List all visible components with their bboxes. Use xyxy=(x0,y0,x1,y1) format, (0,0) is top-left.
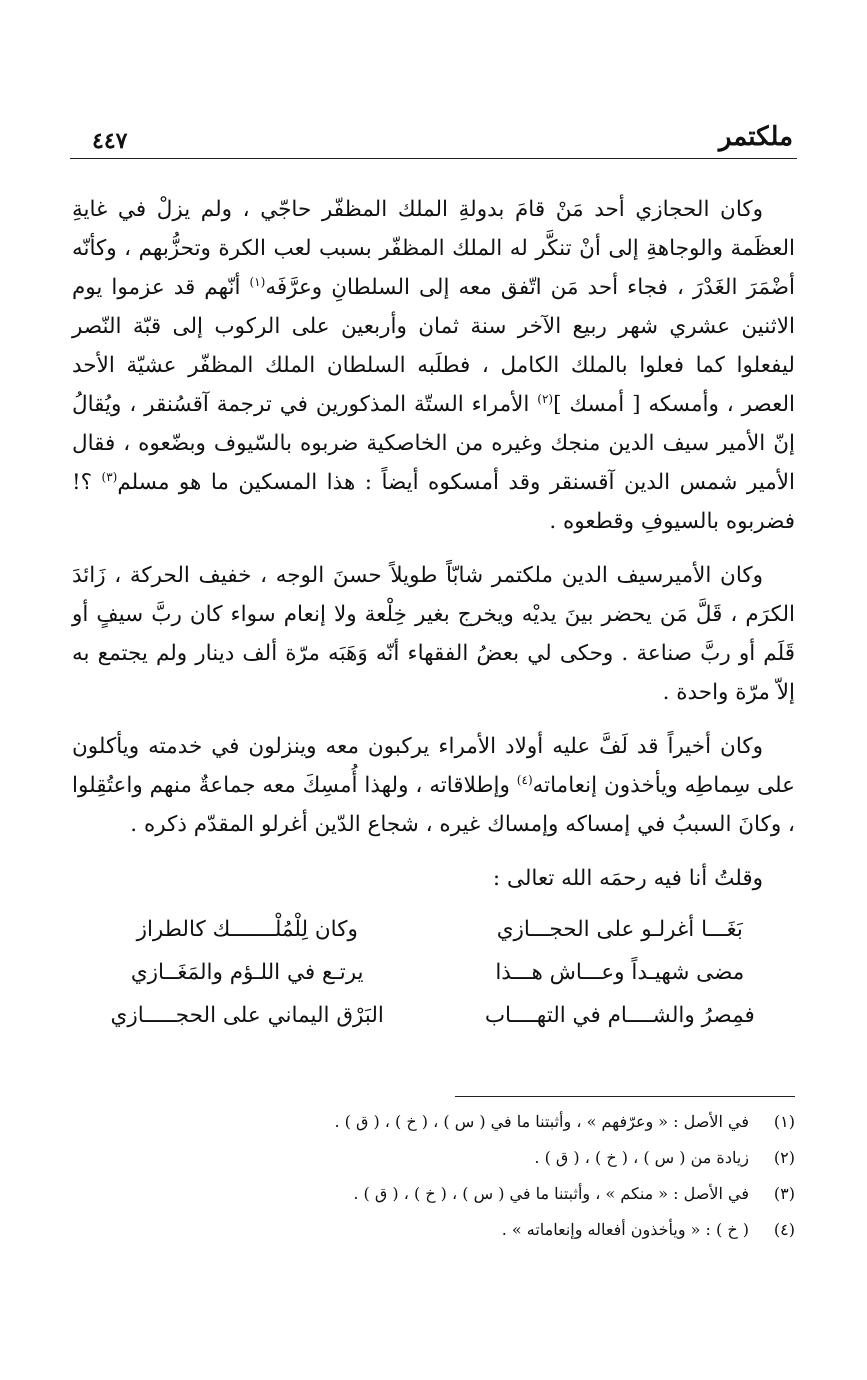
paragraph-2: وكان الأميرسيف الدين ملكتمر شابّاً طويلاً حسنَ الوجه ، خفيف الحركة ، زَائدَ الكرَم ، قَلَّ مَن يحضر بينَ يديْه ويخرج بغير خِلْعة ولا إنعام سواء كان ربَّ سيفٍ أو قَلَم أو ربَّ صناعة . وحكى لي بعضُ الفقهاء أنّه وَهَبَه مرّة ألف دينار ولم يجتمع به إلاّ مرّة واحدة . xyxy=(72,563,795,705)
footnote-ref-2: (٢) xyxy=(537,391,554,406)
footnote-text: ( خ ) : « ويأخذون أفعاله وإنعاماته » . xyxy=(501,1220,749,1239)
footnote-text: زيادة من ( س ) ، ( خ ) ، ( ق ) . xyxy=(534,1148,749,1167)
footnote-number: (١) xyxy=(773,1112,795,1131)
footnote-number: (٣) xyxy=(773,1184,795,1203)
verse-second-hemistich: وكان لِلْمُلْـــــــك كالطراز xyxy=(136,917,358,942)
verse-line xyxy=(72,908,795,951)
main-text xyxy=(72,190,795,1037)
footnote-item xyxy=(72,1176,795,1212)
verse-line xyxy=(72,994,795,1037)
footnote-text: في الأصل : « منكم » ، وأثبتنا ما في ( س ) ، ( خ ) ، ( ق ) . xyxy=(353,1184,749,1203)
page-number: ٤٤٧ xyxy=(92,128,128,154)
verse-first-hemistich: بَغَـــا أغرلـو على الحجـــازي xyxy=(496,917,743,942)
footnote-text: في الأصل : « وعرّفهم » ، وأثبتنا ما في ( س ) ، ( خ ) ، ( ق ) . xyxy=(334,1112,749,1131)
verse-line xyxy=(72,951,795,994)
footnote-item xyxy=(72,1212,795,1248)
footnote-ref-3: (٣) xyxy=(101,469,118,484)
verse-second-hemistich: البَرْق اليماني على الحجـــــازي xyxy=(110,1003,384,1028)
paragraph-1-part-1: وكان الحجازي أحد مَنْ قامَ بدولةِ الملك المظفّر حاجّي ، ولم يزلْ في غايةِ العظَمة والوجاهةِ إلى أنْ تنكَّر له الملك المظفّر بسبب لعب الكرة وتحزُّبهم ، وكأنّه أضْمَرَ الغَدْرَ ، فجاء أحد مَن اتّفق معه إلى السلطانِ وعرَّفَه xyxy=(72,197,795,300)
footnote-item xyxy=(72,1140,795,1176)
footnote-ref-4: (٤) xyxy=(516,772,533,787)
paragraph-3-part-1: وكان أخيراً قد لَفَّ عليه أولاد الأمراء يركبون معه وينزلون في خدمته ويأكلون على سِماطِه ويأخذون إنعاماته xyxy=(72,734,795,798)
paragraph-1-part-2: أنّهم قد عزموا يوم الاثنين عشري شهر ربيع الآخر سنة ثمان وأربعين على الركوب إلى قبّة النّصر ليفعلوا كما فعلوا بالملك الكامل ، فطلَبه السلطان الملك المظفّر عشيّة الأحد العصر ، وأمسكه [ أمسك ] xyxy=(72,275,795,417)
paragraph-1-part-4: ؟! فضربوه بالسيوفِ وقطعوه . xyxy=(72,470,795,534)
verse-first-hemistich: فمِصرُ والشــــام في التهــــاب xyxy=(484,1003,755,1028)
paragraph-3 xyxy=(72,727,795,844)
footnote-divider xyxy=(455,1096,795,1097)
page-header xyxy=(70,118,797,159)
footnotes xyxy=(72,1104,795,1248)
verse-second-hemistich: يرتـع في اللـؤم والمَغَــازي xyxy=(130,960,364,985)
verse-first-hemistich: مضى شهيـداً وعـــاش هـــذا xyxy=(495,960,745,985)
footnote-number: (٤) xyxy=(773,1220,795,1239)
paragraph-1-part-3: الأمراء الستّة المذكورين في ترجمة آقسُنقر ، ويُقالُ إنّ الأمير سيف الدين منجك وغيره من الخاصكية ضربوه بالسّيوف وبضّعوه ، فقال الأمير شمس الدين آقسنقر وقد أمسكوه أيضاً : هذا المسكين ما هو مسلم xyxy=(72,392,795,495)
poem xyxy=(72,908,795,1037)
paragraph-1 xyxy=(72,190,795,541)
paragraph-3-part-2: وإطلاقاته ، ولهذا أُمسِكَ معه جماعةٌ منهم واعتُقِلوا ، وكانَ السببُ في إمساكه وإمساك غيره ، شجاع الدّين أغرلو المقدّم ذكره . xyxy=(72,773,795,837)
footnote-number: (٢) xyxy=(773,1148,795,1167)
footnote-item xyxy=(72,1104,795,1140)
footnote-ref-1: (١) xyxy=(249,274,266,289)
verse-intro: وقلتُ أنا فيه رحمَه الله تعالى : xyxy=(492,866,763,891)
running-head: ملكتمر xyxy=(718,122,793,152)
